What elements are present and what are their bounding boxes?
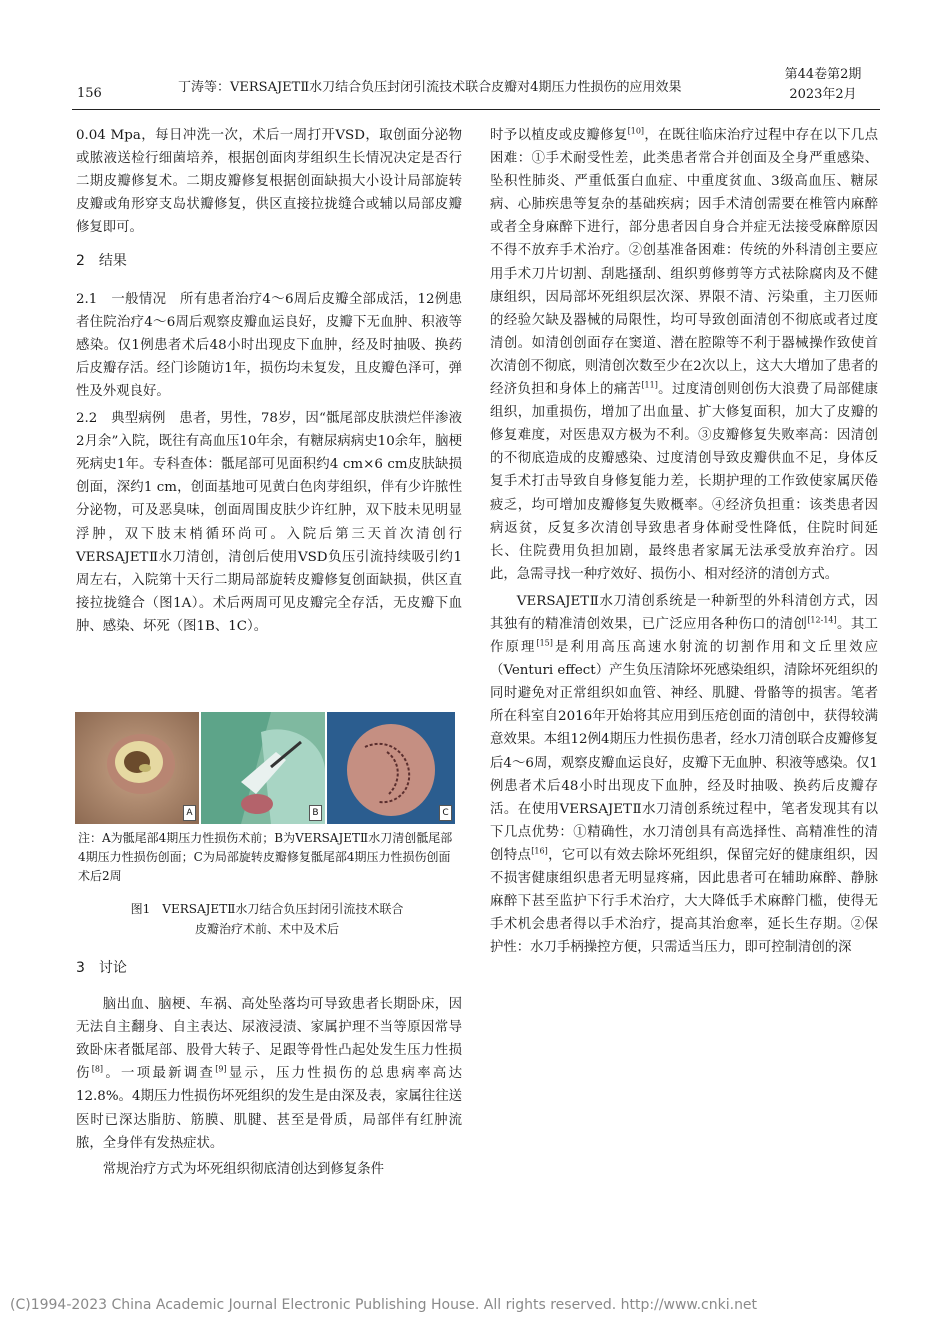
discussion-paragraph-1: 脑出血、脑梗、车祸、高处坠落均可导致患者长期卧床，因无法自主翻身、自主表达、尿液浸渍、家属护理不当等原因常导致卧床者骶尾部、股骨大转子、足跟等骨性凸起处发生压力性损伤[8]。一项最新调查[9]显示，压力性损伤的总患病率高达12.8%。4期压力性损伤坏死组织的发生是由深及表，家属往往送医时已深达脂肪、筋膜、肌腱、甚至是骨质，局部伴有红肿流脓，全身伴有发热症状。 [76,997,463,1151]
section-heading-discussion: 3 讨论 [76,960,127,976]
ref-10: [10] [627,126,645,136]
discussion-paragraph-3: VERSAJETⅡ水刀清创系统是一种新型的外科清创方式，因其独有的精准清创效果，已广泛应用各种伤口的清创[12-14]。其工作原理[15]是利用高压高速水射流的切割作用和文丘里效应（Venturi effect）产生负压清除坏死感染组织，清除坏死组织的同时避免对正常组织如血管、神经、肌腱、骨骼等的损害。笔者所在科室自2016年开始将其应用到压疮创面的清创中，获得较满意效果。本组12例4期压力性损伤患者，经水刀清创联合皮瓣修复后4～6周，观察皮瓣血运良好，皮瓣下无血肿、积液等感染。仅1例患者术后48小时出现皮下血肿，经及时抽吸、换药后皮瓣存活。在使用VERSAJETⅡ水刀清创系统过程中，笔者发现其有以下几点优势：①精确性，水刀清创具有高选择性、高精准性的清创特点[16]，它可以有效去除坏死组织，保留完好的健康组织，因不损害健康组织患者无明显疼痛，因此患者可在辅助麻醉、静脉麻醉下甚至监护下行手术治疗，大大降低手术麻醉门槛，使得无手术机会患者得以手术治疗，提高其治愈率，延长生存期。②保护性：水刀手柄操控方便，只需适当压力，即可控制清创的深 [490,593,879,956]
ref-16: [16] [531,846,548,856]
ref-9: [9] [215,1064,227,1074]
left-column-top [76,124,462,638]
figure-caption-line-1: 图1 VERSAJETⅡ水刀结合负压封闭引流技术联合 [130,902,404,916]
figure-caption-line-2: 皮瓣治疗术前、术中及术后 [194,922,339,936]
methods-paragraph: 0.04 Mpa，每日冲洗一次，术后一周打开VSD，取创面分泌物或脓液送检行细菌培养，根据创面肉芽组织生长情况决定是否行二期皮瓣修复术。二期皮瓣修复根据创面缺损大小设计局部旋转皮瓣或角形穿支岛状瓣修复，供区直接拉拢缝合或辅以局部皮瓣修复即可。 [76,128,462,236]
running-title: 丁涛等：VERSAJETⅡ水刀结合负压封闭引流技术联合皮瓣对4期压力性损伤的应用效果 [178,80,682,95]
ref-15: [15] [536,638,553,648]
photo-b-image [201,712,325,824]
photo-label-b: B [309,805,322,821]
photo-a-image [75,712,199,824]
figure-note: 注：A为骶尾部4期压力性损伤术前；B为VERSAJETⅡ水刀清创骶尾部4期压力性损伤创面；C为局部旋转皮瓣修复骶尾部4期压力性损伤创面术后2周 [78,831,453,883]
photo-label-c: C [439,805,452,821]
figure-caption [78,899,456,939]
figure-1-photos [75,712,455,824]
copyright-footer: (C)1994-2023 China Academic Journal Electronic Publishing House. All rights reserved. http://www.cnki.net [10,1297,758,1313]
journal-issue [768,65,878,105]
journal-volume: 第44卷第2期 [784,67,862,82]
photo-b [201,712,325,824]
ref-12-14: [12-14] [807,615,837,625]
page-number: 156 [77,86,102,101]
section-heading-results: 2 结果 [76,253,127,270]
photo-a [75,712,199,824]
right-column [490,124,878,959]
photo-c [327,712,455,824]
photo-c-image [327,712,455,824]
ref-11: [11] [641,380,658,390]
journal-date: 2023年2月 [789,87,857,102]
ref-8: [8] [91,1064,104,1074]
discussion-paragraph-2: 常规治疗方式为坏死组织彻底清创达到修复条件 [102,1161,384,1177]
photo-label-a: A [183,805,196,821]
discussion-paragraph-2-cont: 时予以植皮或皮瓣修复[10]，在既往临床治疗过程中存在以下几点困难：①手术耐受性差，此类患者常合并创面及全身严重感染、坠积性肺炎、严重低蛋白血症、中重度贫血、3级高血压、糖尿病、心肺疾患等复杂的基础疾病；因手术清创需要在椎管内麻醉或者全身麻醉下进行，部分患者因自身合并症无法接受麻醉原因不得不放弃手术治疗。②创基准备困难：传统的外科清创主要应用手术刀片切割、刮匙搔刮、组织剪修剪等方式祛除腐肉及不健康组织，因局部坏死组织层次深、界限不清、污染重，主刀医师的经验欠缺及器械的局限性，均可导致创面清创不彻底或者过度清创。如清创创面存在窦道、潜在腔隙等不利于器械操作致使首次清创不彻底，则清创次数至少在2次以上，这大大增加了患者的经济负担和身体上的痛苦[11]。过度清创则创伤大浪费了局部健康组织，加重损伤，增加了出血量、扩大修复面积，加大了皮瓣的修复难度，对医患双方极为不利。③皮瓣修复失败率高：因清创的不彻底造成的皮瓣感染、过度清创导致皮瓣供血不足，身体反复手术打击导致自身修复能力差，长期护理的工作致使家属厌倦疲乏，均可增加皮瓣修复失败概率。④经济负担重：该类患者因病返贫，反复多次清创导致患者身体耐受性降低，住院时间延长、住院费用负担加剧，最终患者家属无法承受放弃治疗。因此，急需寻找一种疗效好、损伤小、相对经济的清创方式。 [490,126,879,582]
left-column-bottom [76,957,462,1181]
header-rule [72,109,880,110]
result-general-paragraph: 2.1 一般情况 所有患者治疗4～6周后皮瓣全部成活，12例患者住院治疗4～6周后观察皮瓣血运良好，皮瓣下无血肿、积液等感染。仅1例患者术后48小时出现皮下血肿，经及时抽吸、换药后皮瓣存活。经门诊随访1年，损伤均未复发，且皮瓣色泽可，弹性及外观良好。 [76,291,462,399]
result-case-paragraph: 2.2 典型病例 患者，男性，78岁，因“骶尾部皮肤溃烂伴渗液2月余”入院，既往有高血压10年余，有糖尿病病史10余年，脑梗死病史1年。专科查体：骶尾部可见面积约4 cm×6 cm皮肤缺损创面，深约1 cm，创面基地可见黄白色肉芽组织，伴有少许脓性分泌物，可及恶臭味，创面周围皮肤少许红肿，双下肢未见明显浮肿，双下肢末梢循环尚可。入院后第三天首次清创行VERSAJETⅡ水刀清创，清创后使用VSD负压引流持续吸引约1周左右，入院第十天行二期局部旋转皮瓣修复创面缺损，供区直接拉拢缝合（图1A）。术后两周可见皮瓣完全存活，无皮瓣下血肿、感染、坏死（图1B、1C）。 [76,411,462,634]
